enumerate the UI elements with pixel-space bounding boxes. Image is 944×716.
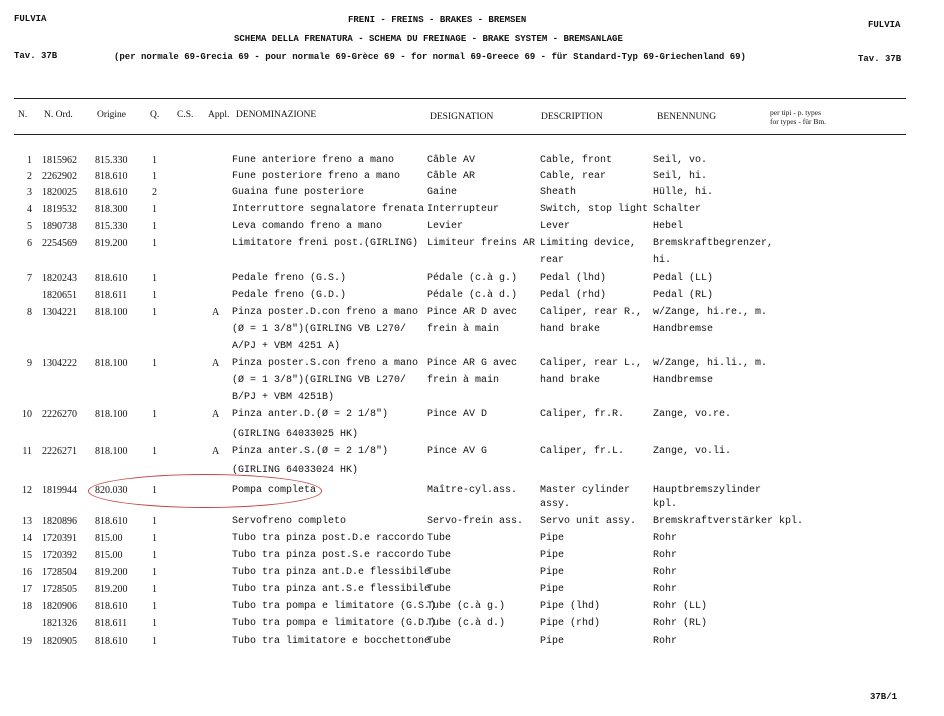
cell-des: Tube (c.à d.): [427, 618, 506, 629]
cell-ord: 1821326: [42, 618, 77, 629]
cell-n: 15: [22, 550, 32, 561]
cell-orig: 818.100: [95, 409, 128, 420]
cell-orig: 818.611: [95, 290, 128, 301]
col-cs: C.S.: [177, 110, 194, 120]
cell-dsc: Cable, front: [540, 155, 613, 166]
cell-dsc: Pipe (lhd): [540, 601, 601, 612]
cell-ben: Pedal (RL): [653, 290, 714, 301]
cell-ben: Zange, vo.re.: [653, 409, 732, 420]
cell-n: 19: [22, 636, 32, 647]
cell-ord: 1819944: [42, 485, 77, 496]
cell-ben: kpl.: [653, 499, 678, 510]
subtitle: SCHEMA DELLA FRENATURA - SCHEMA DU FREINAGE - BRAKE SYSTEM - BREMSANLAGE: [234, 34, 623, 44]
cell-dsc: Pipe: [540, 584, 565, 595]
col-description: DESCRIPTION: [541, 112, 603, 122]
cell-orig: 818.100: [95, 358, 128, 369]
cell-den: Servofreno completo: [232, 516, 347, 527]
cell-ord: 2226271: [42, 446, 77, 457]
cell-den: (GIRLING 64033024 HK): [232, 465, 359, 476]
highlight-oval: [88, 474, 322, 508]
cell-ben: w/Zange, hi.re., m.: [653, 307, 768, 318]
cell-den: Tubo tra pinza ant.D.e flessibile: [232, 567, 431, 578]
cell-n: 6: [27, 238, 32, 249]
header-top-rule: [14, 98, 906, 99]
cell-q: 1: [152, 409, 157, 420]
cell-des: Servo-frein ass.: [427, 516, 524, 527]
col-types: [770, 108, 826, 126]
cell-des: Tube: [427, 584, 452, 595]
cell-des: Tube: [427, 550, 452, 561]
cell-des: Gaine: [427, 187, 458, 198]
cell-q: 1: [152, 307, 157, 318]
cell-ben: Rohr (LL): [653, 601, 708, 612]
cell-appl: A: [212, 409, 220, 420]
cell-ord: 1304222: [42, 358, 77, 369]
cell-n: 2: [27, 171, 32, 182]
cell-den: Pedale freno (G.D.): [232, 290, 347, 301]
cell-n: 8: [27, 307, 32, 318]
cell-ord: 1819532: [42, 204, 77, 215]
cell-n: 4: [27, 204, 32, 215]
cell-orig: 818.100: [95, 307, 128, 318]
cell-orig: 818.100: [95, 446, 128, 457]
cell-dsc: Servo unit assy.: [540, 516, 637, 527]
cell-des: Câble AV: [427, 155, 476, 166]
cell-ben: Handbremse: [653, 324, 714, 335]
cell-des: frein à main: [427, 375, 500, 386]
cell-dsc: rear: [540, 255, 565, 266]
cell-orig: 815.00: [95, 550, 123, 561]
cell-dsc: Pipe: [540, 533, 565, 544]
main-title: FRENI - FREINS - BRAKES - BREMSEN: [348, 15, 527, 25]
cell-ben: Rohr: [653, 567, 678, 578]
cell-des: Tube (c.à g.): [427, 601, 506, 612]
cell-ben: Bremskraftbegrenzer,: [653, 238, 774, 249]
header-bottom-rule: [14, 134, 906, 135]
cell-den: Tubo tra pinza post.S.e raccordo: [232, 550, 425, 561]
cell-den: Pinza poster.S.con freno a mano: [232, 358, 419, 369]
cell-appl: A: [212, 307, 220, 318]
cell-dsc: Caliper, fr.L.: [540, 446, 625, 457]
cell-den: Tubo tra limitatore e bocchettone: [232, 636, 431, 647]
cell-q: 1: [152, 636, 157, 647]
cell-den: Pinza poster.D.con freno a mano: [232, 307, 419, 318]
col-appl: Appl.: [208, 110, 230, 120]
cell-q: 1: [152, 618, 157, 629]
cell-ord: 1820243: [42, 273, 77, 284]
cell-des: Tube: [427, 567, 452, 578]
cell-orig: 815.00: [95, 533, 123, 544]
cell-appl: A: [212, 446, 220, 457]
cell-q: 1: [152, 221, 157, 232]
page-number: 37B/1: [870, 692, 898, 702]
cell-n: 12: [22, 485, 32, 496]
cell-q: 1: [152, 358, 157, 369]
tav-left: Tav. 37B: [14, 51, 58, 61]
cell-ord: 1728505: [42, 584, 77, 595]
cell-dsc: assy.: [540, 499, 571, 510]
cell-ord: 2254569: [42, 238, 77, 249]
cell-dsc: hand brake: [540, 375, 601, 386]
cell-ben: Rohr: [653, 584, 678, 595]
cell-des: Tube: [427, 636, 452, 647]
cell-ben: hi.: [653, 255, 672, 266]
cell-ben: Zange, vo.li.: [653, 446, 732, 457]
cell-n: 3: [27, 187, 32, 198]
cell-dsc: Pedal (lhd): [540, 273, 607, 284]
cell-orig: 818.610: [95, 516, 128, 527]
cell-n: 1: [27, 155, 32, 166]
tav-right: Tav. 37B: [858, 54, 902, 64]
cell-n: 5: [27, 221, 32, 232]
cell-dsc: Caliper, rear L.,: [540, 358, 643, 369]
cell-orig: 818.611: [95, 618, 128, 629]
cell-orig: 818.610: [95, 187, 128, 198]
cell-ben: Rohr: [653, 550, 678, 561]
cell-den: Tubo tra pinza post.D.e raccordo: [232, 533, 425, 544]
cell-ben: Seil, vo.: [653, 155, 708, 166]
col-types-line2: for types - für Bm.: [770, 117, 827, 126]
col-denominazione: DENOMINAZIONE: [236, 110, 317, 120]
cell-ben: Seil, hi.: [653, 171, 708, 182]
cell-q: 1: [152, 584, 157, 595]
cell-ord: 1820905: [42, 636, 77, 647]
cell-n: 13: [22, 516, 32, 527]
cell-q: 2: [152, 187, 157, 198]
col-n: N.: [18, 110, 28, 120]
cell-ben: Hülle, hi.: [653, 187, 714, 198]
cell-q: 1: [152, 533, 157, 544]
cell-ord: 1815962: [42, 155, 77, 166]
cell-des: Tube: [427, 533, 452, 544]
cell-q: 1: [152, 550, 157, 561]
cell-ord: 1890738: [42, 221, 77, 232]
cell-ben: Hebel: [653, 221, 684, 232]
cell-den: Limitatore freni post.(GIRLING): [232, 238, 419, 249]
cell-orig: 819.200: [95, 238, 128, 249]
cell-n: 18: [22, 601, 32, 612]
col-q: Q.: [150, 110, 160, 120]
cell-den: B/PJ + VBM 4251B): [232, 392, 335, 403]
cell-des: Câble AR: [427, 171, 476, 182]
col-origine: Origine: [97, 110, 127, 120]
cell-den: Interruttore segnalatore frenata: [232, 204, 425, 215]
cell-des: Limiteur freins AR: [427, 238, 536, 249]
cell-dsc: Limiting device,: [540, 238, 637, 249]
cell-dsc: Cable, rear: [540, 171, 607, 182]
cell-des: Pédale (c.à g.): [427, 273, 518, 284]
cell-den: (Ø = 1 3/8")(GIRLING VB L270/: [232, 375, 407, 386]
cell-orig: 818.610: [95, 601, 128, 612]
col-benennung: BENENNUNG: [657, 112, 717, 122]
cell-orig: 819.200: [95, 584, 128, 595]
cell-dsc: hand brake: [540, 324, 601, 335]
cell-den: (GIRLING 64033025 HK): [232, 429, 359, 440]
col-designation: DESIGNATION: [430, 112, 494, 122]
cell-den: Pedale freno (G.S.): [232, 273, 347, 284]
cell-des: Pince AV G: [427, 446, 488, 457]
left-title: FULVIA: [14, 14, 47, 24]
cell-den: Fune posteriore freno a mano: [232, 171, 401, 182]
cell-ord: 2226270: [42, 409, 77, 420]
cell-den: Leva comando freno a mano: [232, 221, 383, 232]
cell-q: 1: [152, 273, 157, 284]
cell-des: frein à main: [427, 324, 500, 335]
cell-orig: 818.610: [95, 636, 128, 647]
cell-orig: 815.330: [95, 221, 128, 232]
cell-ord: 1728504: [42, 567, 77, 578]
cell-des: Pince AR G avec: [427, 358, 518, 369]
cell-den: Tubo tra pompa e limitatore (G.S.): [232, 601, 437, 612]
cell-dsc: Pipe (rhd): [540, 618, 601, 629]
cell-ben: Bremskraftverstärker kpl.: [653, 516, 804, 527]
cell-ord: 1720391: [42, 533, 77, 544]
cell-ord: 1820025: [42, 187, 77, 198]
cell-ben: Rohr: [653, 533, 678, 544]
col-ord: N. Ord.: [44, 110, 73, 120]
cell-n: 16: [22, 567, 32, 578]
cell-dsc: Caliper, fr.R.: [540, 409, 625, 420]
cell-n: 11: [22, 446, 32, 457]
cell-ben: Rohr (RL): [653, 618, 708, 629]
cell-den: Pinza anter.D.(Ø = 2 1/8"): [232, 409, 389, 420]
cell-q: 1: [152, 290, 157, 301]
cell-q: 1: [152, 567, 157, 578]
cell-q: 1: [152, 155, 157, 166]
cell-den: Pompa completa: [232, 485, 317, 496]
cell-ord: 1720392: [42, 550, 77, 561]
cell-orig: 820.030: [95, 485, 128, 496]
cell-dsc: Sheath: [540, 187, 577, 198]
cell-des: Pince AV D: [427, 409, 488, 420]
cell-ord: 2262902: [42, 171, 77, 182]
cell-ord: 1820896: [42, 516, 77, 527]
cell-ord: 1304221: [42, 307, 77, 318]
cell-orig: 818.300: [95, 204, 128, 215]
right-title: FULVIA: [868, 20, 901, 30]
cell-q: 1: [152, 516, 157, 527]
cell-dsc: Switch, stop light: [540, 204, 649, 215]
cell-q: 1: [152, 601, 157, 612]
cell-des: Interrupteur: [427, 204, 500, 215]
cell-appl: A: [212, 358, 220, 369]
cell-q: 1: [152, 171, 157, 182]
cell-dsc: Pipe: [540, 567, 565, 578]
cell-des: Pince AR D avec: [427, 307, 518, 318]
cell-des: Pédale (c.à d.): [427, 290, 518, 301]
col-types-line1: per tipi - p. types: [770, 108, 822, 117]
cell-dsc: Caliper, rear R.,: [540, 307, 643, 318]
cell-dsc: Pipe: [540, 550, 565, 561]
cell-ben: Pedal (LL): [653, 273, 714, 284]
cell-n: 10: [22, 409, 32, 420]
cell-den: Guaina fune posteriore: [232, 187, 365, 198]
cell-q: 1: [152, 204, 157, 215]
cell-den: Tubo tra pinza ant.S.e flessibile: [232, 584, 431, 595]
cell-dsc: Lever: [540, 221, 571, 232]
cell-dsc: Pipe: [540, 636, 565, 647]
cell-n: 9: [27, 358, 32, 369]
cell-des: Maître-cyl.ass.: [427, 485, 518, 496]
cell-den: Tubo tra pompa e limitatore (G.D.): [232, 618, 437, 629]
cell-orig: 818.610: [95, 171, 128, 182]
cell-ben: Hauptbremszylinder: [653, 485, 762, 496]
cell-ben: Rohr: [653, 636, 678, 647]
variants-line: (per normale 69-Grecia 69 - pour normale 69-Grèce 69 - for normal 69-Greece 69 - für Standard-Typ 69-Griechenland 69): [114, 52, 746, 62]
cell-q: 1: [152, 238, 157, 249]
cell-ben: Handbremse: [653, 375, 714, 386]
cell-ord: 1820906: [42, 601, 77, 612]
cell-ord: 1820651: [42, 290, 77, 301]
cell-den: (Ø = 1 3/8")(GIRLING VB L270/: [232, 324, 407, 335]
cell-q: 1: [152, 485, 157, 496]
cell-n: 7: [27, 273, 32, 284]
cell-den: Pinza anter.S.(Ø = 2 1/8"): [232, 446, 389, 457]
cell-orig: 819.200: [95, 567, 128, 578]
cell-n: 14: [22, 533, 32, 544]
cell-q: 1: [152, 446, 157, 457]
cell-den: Fune anteriore freno a mano: [232, 155, 395, 166]
cell-den: A/PJ + VBM 4251 A): [232, 341, 341, 352]
cell-orig: 818.610: [95, 273, 128, 284]
cell-ben: Schalter: [653, 204, 702, 215]
cell-ben: w/Zange, hi.li., m.: [653, 358, 768, 369]
cell-dsc: Pedal (rhd): [540, 290, 607, 301]
cell-orig: 815.330: [95, 155, 128, 166]
cell-dsc: Master cylinder: [540, 485, 631, 496]
cell-des: Levier: [427, 221, 464, 232]
cell-n: 17: [22, 584, 32, 595]
